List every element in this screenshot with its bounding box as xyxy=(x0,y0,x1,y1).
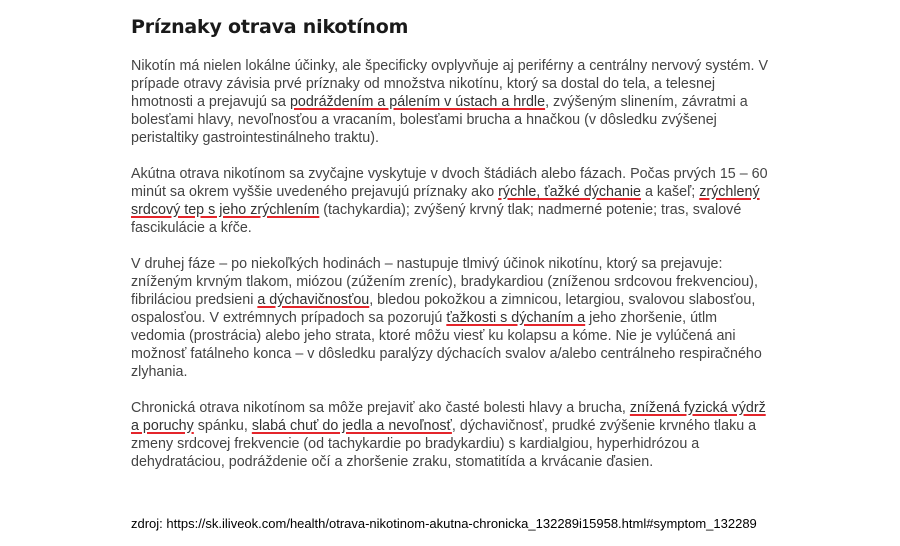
highlighted-symptom: zrýchlený srdcový tep s jeho zrýchlením xyxy=(131,184,760,218)
article-title: Príznaky otrava nikotínom xyxy=(131,16,409,38)
highlighted-symptom: a dýchavičnosťou xyxy=(257,292,370,308)
paragraph-text: V druhej fáze – po niekoľkých hodinách – nastupuje tlmivý účinok nikotínu, ktorý sa prejavuje: zníženým krvným tlakom, miózou (zúžením zreníc), bradykardiou (zníženou srdcovou frekvenciou), fibriláciou predsieni xyxy=(131,256,758,308)
highlighted-symptom: znížená fyzická výdrž a poruchy xyxy=(131,400,766,434)
paragraph-text: Chronická otrava nikotínom sa môže prejaviť ako časté bolesti hlavy a brucha, xyxy=(131,400,630,416)
highlighted-symptom: podráždením a pálením v ústach a hrdle xyxy=(289,94,546,110)
source-citation: zdroj: https://sk.iliveok.com/health/otrava-nikotinom-akutna-chronicka_132289i15958.html#symptom_132289 xyxy=(131,516,757,531)
highlighted-symptom: ťažkosti s dýchaním a xyxy=(446,310,586,326)
highlighted-symptom: rýchle, ťažké dýchanie xyxy=(498,184,641,200)
paragraph-text: jeho zhoršenie, útlm vedomia (prostrácia) alebo jeho strata, ktoré môžu viesť ku kolapsu a kóme. Nie je vylúčená ani možnosť fatálneho konca – v dôsledku paralýzy dýchacích svalov a/alebo centrálneho respiračného zlyhania. xyxy=(131,310,762,380)
paragraph-acute-phase-two xyxy=(131,255,771,381)
paragraph-text: (tachykardia); zvýšený krvný tlak; nadmerné potenie; tras, svalové fascikulácie a kŕče. xyxy=(131,202,742,236)
paragraph-text: a kašeľ; xyxy=(640,184,700,200)
paragraph-text: Nikotín má nielen lokálne účinky, ale špecificky ovplyvňuje aj periférny a centrálny nervový systém. V prípade otravy závisia prvé príznaky od množstva nikotínu, ktorý sa dostal do tela, a telesnej hmotnosti a prejavujú sa xyxy=(131,58,769,110)
paragraph-text: spánku, xyxy=(193,418,252,434)
paragraph-acute-phase-one xyxy=(131,165,771,237)
highlighted-symptom: slabá chuť do jedla a nevoľnosť xyxy=(251,418,452,434)
paragraph-text: , bledou pokožkou a zimnicou, letargiou, svalovou slabosťou, ospalosťou. V extrémnych prípadoch sa pozorujú xyxy=(131,292,756,326)
paragraph-chronic-poisoning xyxy=(131,399,771,471)
paragraph-text: Akútna otrava nikotínom sa zvyčajne vyskytuje v dvoch štádiách alebo fázach. Počas prvých 15 – 60 minút sa okrem vyššie uvedeného prejavujú príznaky ako xyxy=(131,166,768,200)
paragraph-initial-symptoms xyxy=(131,57,771,147)
paragraph-text: , zvýšeným slinením, závratmi a bolesťami hlavy, nevoľnosťou a vracaním, bolesťami brucha a hnačkou (v dôsledku zvýšenej peristaltiky gastrointestinálneho traktu). xyxy=(131,94,748,146)
paragraph-text: , dýchavičnosť, prudké zvýšenie krvného tlaku a zmeny srdcovej frekvencie (od tachykardie po bradykardiu) s kardialgiou, hyperhidrózou a dehydratáciou, podráždenie očí a zhoršenie zraku, stomatitída a krvácanie ďasien. xyxy=(131,418,757,470)
article xyxy=(131,14,771,471)
